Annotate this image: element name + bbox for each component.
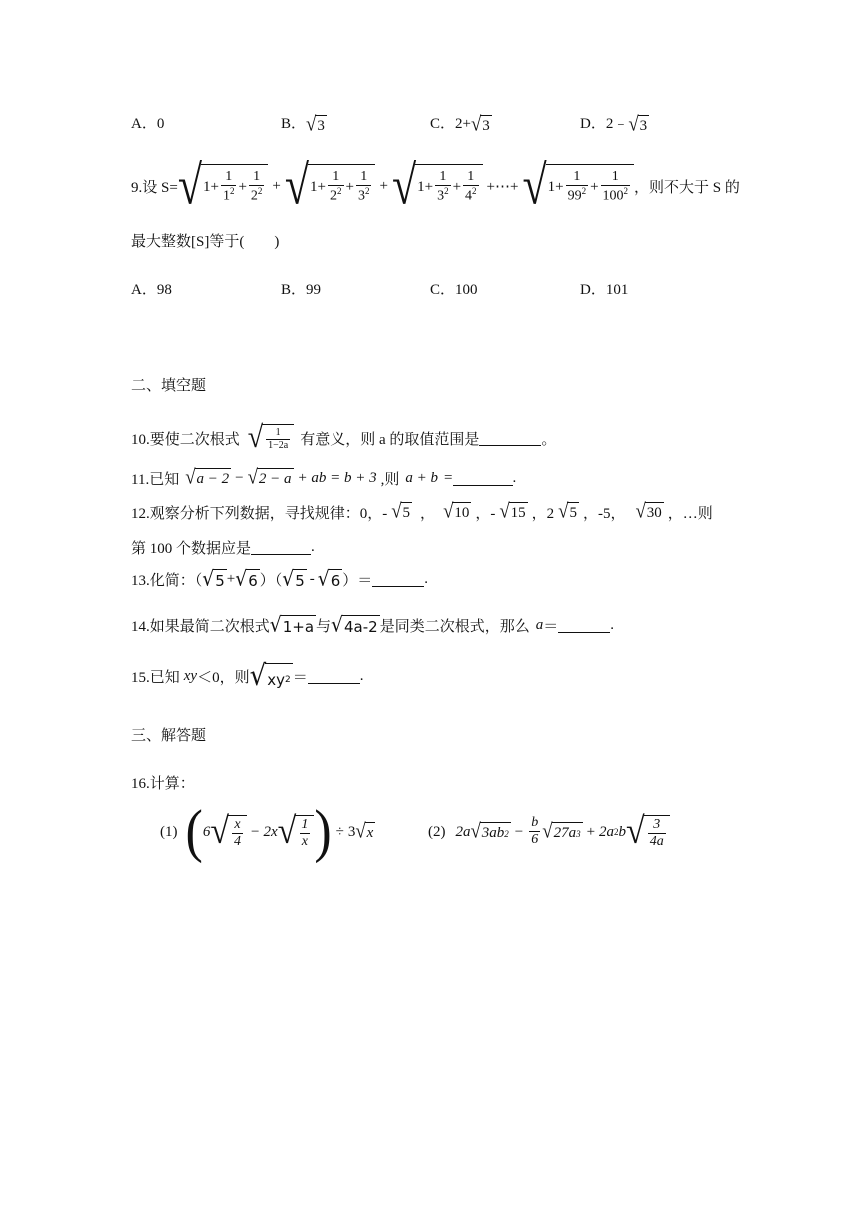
q8-option-b: B． √ 3: [281, 112, 325, 136]
q9-term-1: √ 1 + $\frac{1}{1^2}$ + $\frac{1}{2^2}$: [178, 164, 269, 208]
q11: 11.已知 √ a − 2 − √ 2 − a + ab = b + 3 ,则 a + b = .: [131, 466, 517, 490]
section-title-solutions: 三、解答题: [131, 728, 207, 744]
q9-term-4: √ 1 + $\frac{1}{99^2}$ + $\frac{1}{100^2}$: [522, 164, 634, 208]
q10-answer-blank: [479, 431, 541, 446]
q9-option-a: A．98: [131, 282, 172, 298]
q9-term-3: √ 1 + $\frac{1}{3^2}$ + $\frac{1}{4^2}$: [392, 164, 483, 208]
q13-answer-blank: [372, 572, 424, 587]
q10: 10.要使二次根式 √ $\frac{1}{1-2a}$ 有意义，则 a 的取值范围是 。: [131, 420, 557, 455]
q9-term-2: √ 1 + $\frac{1}{2^2}$ + $\frac{1}{3^2}$: [285, 164, 376, 208]
q12-answer-blank: [251, 540, 311, 555]
q8-option-a: A．0: [131, 116, 165, 132]
q9-option-c: C．100: [430, 282, 478, 298]
q8-option-d: D．2﹣ √ 3: [580, 112, 648, 136]
q16-part2: (2) 2a √ 3ab 2 − $\frac{b}{6}$ √ 27a 3 + 2a 2 b √ $\frac{3}{4a}$: [428, 802, 670, 862]
q15-answer-blank: [308, 669, 360, 684]
q11-answer-blank: [453, 471, 513, 486]
q12: 12.观察分析下列数据，寻找规律：0，- √ 5 ， √ 10 ，- √ 15 ，2 √ 5 ，-5， √ 30 ，…则: [131, 500, 713, 524]
q14: 14.如果最简二次根式 √ 1+a 与 √ 4a-2 是同类二次根式，那么 a ＝ .: [131, 613, 614, 637]
q9-option-d: D．101: [580, 282, 629, 298]
q14-answer-blank: [558, 618, 610, 633]
q9-line2: 最大整数[S]等于( ): [131, 234, 280, 250]
q15: 15.已知 xy ＜0，则 √ xy 2 ＝ .: [131, 659, 364, 693]
q9-option-b: B．99: [281, 282, 322, 298]
q12-line2: 第 100 个数据应是 .: [131, 538, 315, 557]
section-title-fill-in: 二、填空题: [131, 378, 207, 394]
q13: 13.化简：（ √ 5 + √ 6 ）（ √ 5 - √ 6 ）＝ .: [131, 567, 429, 591]
q8-option-c: C．2+ √ 3: [430, 112, 490, 136]
q16-part1: (1) ( 6 √ $\frac{x}{4}$ − 2x √ $\frac{1}{x}$ ) ÷ 3 √ x: [160, 798, 374, 865]
q16-title: 16.计算：: [131, 776, 195, 792]
q9-expression: 9.设 S= √ 1 + $\frac{1}{1^2}$ + $\frac{1}{2^2}$ + √ 1 + $\frac{1}{2^2}$ + $\frac{1}{3^2}$ + √ 1 + $\frac{1}{3^2}$ + $\frac{1}{4^2}$ +⋯+ √ 1 + $\frac{1}{99^2}$ + $\frac{1}{100^2}$ ，则不大于 S 的: [131, 154, 740, 216]
